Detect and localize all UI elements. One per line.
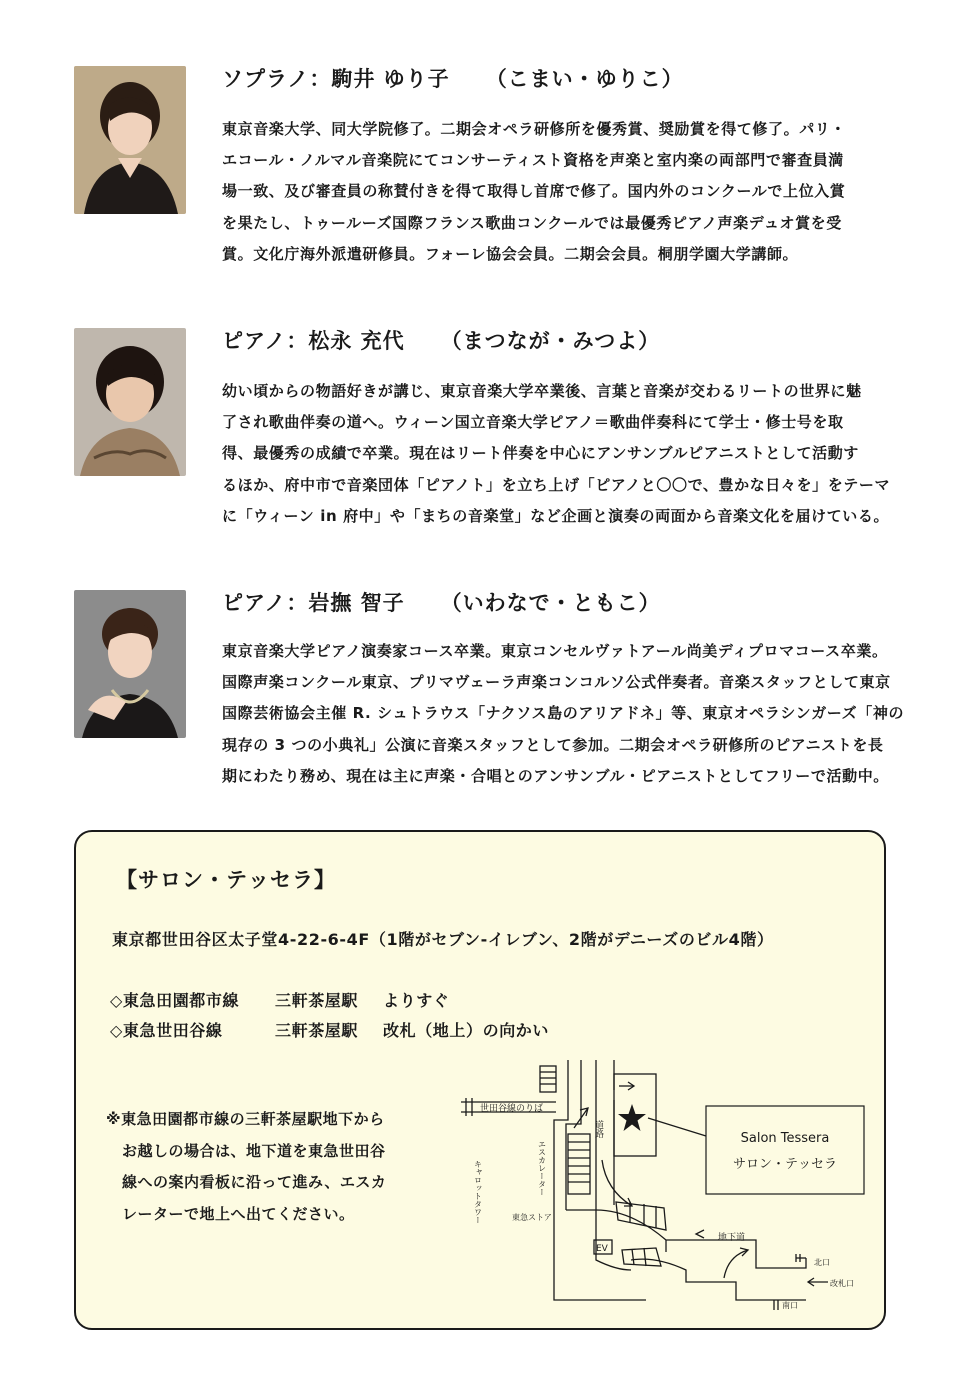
map-label-north-exit: 北口 bbox=[814, 1258, 830, 1267]
photo-komai bbox=[74, 66, 186, 214]
bio-line: 賞。文化庁海外派遣研修員。フォーレ協会会員。二期会会員。桐朋学園大学講師。 bbox=[222, 244, 799, 263]
map-label-carrot-tower: キャロットタワー bbox=[473, 1160, 483, 1224]
bio-line: 国際芸術協会主催 R. シュトラウス「ナクソス島のアリアドネ」等、東京オペラシンガーズ「神の bbox=[222, 704, 905, 723]
name-reading: （いわなで・ともこ） bbox=[440, 591, 661, 615]
note-line: 線への案内看板に沿って進み、エスカ bbox=[122, 1173, 387, 1191]
train-line: ◇東急田園都市線 bbox=[110, 991, 240, 1010]
note-line: レーターで地上へ出てください。 bbox=[122, 1204, 355, 1223]
station-name: 三軒茶屋駅 bbox=[275, 1021, 359, 1040]
train-line: ◇東急世田谷線 bbox=[110, 1021, 223, 1040]
station-name: 三軒茶屋駅 bbox=[275, 991, 359, 1010]
bio-line: 得、最優秀の成績で卒業。現在はリート伴奏を中心にアンサンブルピアニストとして活動す bbox=[222, 444, 859, 463]
bio-matsunaga bbox=[222, 376, 892, 532]
access-note bbox=[106, 1104, 426, 1230]
map-label-south-exit: 南口 bbox=[782, 1301, 798, 1310]
map-venue-name-en: Salon Tessera bbox=[740, 1131, 830, 1146]
role-label: ソプラノ： bbox=[222, 67, 332, 91]
access-map bbox=[456, 1060, 876, 1325]
map-label-tokyu-store: 東急ストア bbox=[512, 1213, 552, 1222]
bio-line: に「ウィーン in 府中」や「まちの音楽堂」など企画と演奏の両面から音楽文化を届けている。 bbox=[222, 506, 890, 525]
venue-title: 【サロン・テッセラ】 bbox=[116, 868, 336, 892]
map-label-ev: EV bbox=[596, 1244, 608, 1254]
venue-info-box bbox=[74, 830, 886, 1330]
map-label-ticket-gate: 改札口 bbox=[830, 1279, 854, 1288]
access-line-setagaya bbox=[110, 1018, 549, 1041]
bio-line: るほか、府中市で音楽団体「ピアノト」を立ち上げ「ピアノと〇〇で、豊かな日々を」をテーマ bbox=[222, 475, 891, 494]
map-label-escalator: エスカレーター bbox=[537, 1140, 547, 1196]
map-label-underpass: 地下道 bbox=[718, 1233, 746, 1243]
bio-komai bbox=[222, 114, 892, 270]
bio-line: 東京音楽大学ピアノ演奏家コース卒業。東京コンセルヴァトアール尚美ディプロマコース卒業。 bbox=[222, 642, 888, 660]
profile-name-iwanade bbox=[222, 590, 661, 616]
bio-line: 東京音楽大学、同大学院修了。二期会オペラ研修所を優秀賞、奨励賞を得て修了。パリ・ bbox=[222, 120, 847, 138]
map-label-road: 道路 bbox=[593, 1120, 603, 1138]
bio-line: 国際声楽コンクール東京、プリマヴェーラ声楽コンコルソ公式伴奏者。音楽スタッフとして東京 bbox=[222, 673, 891, 692]
bio-line: 現存の 3 つの小典礼」公演に音楽スタッフとして参加。二期会オペラ研修所のピアニストを長 bbox=[222, 735, 884, 754]
photo-iwanade bbox=[74, 590, 186, 738]
bio-line: 期にわたり務め、現在は主に声楽・合唱とのアンサンブル・ピアニストとしてフリーで活動中。 bbox=[222, 766, 889, 785]
map-venue-name-jp: サロン・テッセラ bbox=[732, 1157, 838, 1172]
person-name: 松永 充代 bbox=[308, 329, 405, 353]
bio-line: 幼い頃からの物語好きが講じ、東京音楽大学卒業後、言葉と音楽が交わるリートの世界に魅 bbox=[222, 382, 862, 400]
profile-name-komai bbox=[222, 66, 684, 92]
photo-matsunaga bbox=[74, 328, 186, 476]
access-detail: 改札（地上）の向かい bbox=[383, 1021, 550, 1040]
venue-star-icon bbox=[618, 1104, 646, 1131]
profile-name-matsunaga bbox=[222, 328, 660, 354]
bio-line: を果たし、トゥールーズ国際フランス歌曲コンクールでは最優秀ピアノ声楽デュオ賞を受 bbox=[222, 213, 842, 232]
role-label: ピアノ： bbox=[222, 591, 309, 615]
name-reading: （まつなが・みつよ） bbox=[440, 329, 661, 353]
note-line: ※東急田園都市線の三軒茶屋駅地下から bbox=[106, 1110, 385, 1128]
bio-line: 了され歌曲伴奏の道へ。ウィーン国立音楽大学ピアノ＝歌曲伴奏科にて学士・修士号を取 bbox=[222, 413, 844, 432]
role-label: ピアノ： bbox=[222, 329, 309, 353]
person-name: 岩撫 智子 bbox=[308, 591, 405, 615]
access-detail: よりすぐ bbox=[383, 991, 450, 1010]
note-line: お越しの場合は、地下道を東急世田谷 bbox=[122, 1141, 386, 1160]
map-label-platform: 世田谷線のりば bbox=[480, 1104, 544, 1114]
person-name: 駒井 ゆり子 bbox=[331, 67, 450, 91]
venue-address: 東京都世田谷区太子堂4-22-6-4F（1階がセブン-イレブン、2階がデニーズのビル4階） bbox=[112, 930, 774, 949]
bio-line: 場一致、及び審査員の称賛付きを得て取得し首席で修了。国内外のコンクールで上位入賞 bbox=[222, 182, 846, 201]
bio-iwanade bbox=[222, 636, 905, 792]
bio-line: エコール・ノルマル音楽院にてコンサーティスト資格を声楽と室内楽の両部門で審査員満 bbox=[222, 151, 844, 170]
name-reading: （こまい・ゆりこ） bbox=[485, 67, 684, 91]
access-line-denentoshi bbox=[110, 988, 449, 1011]
